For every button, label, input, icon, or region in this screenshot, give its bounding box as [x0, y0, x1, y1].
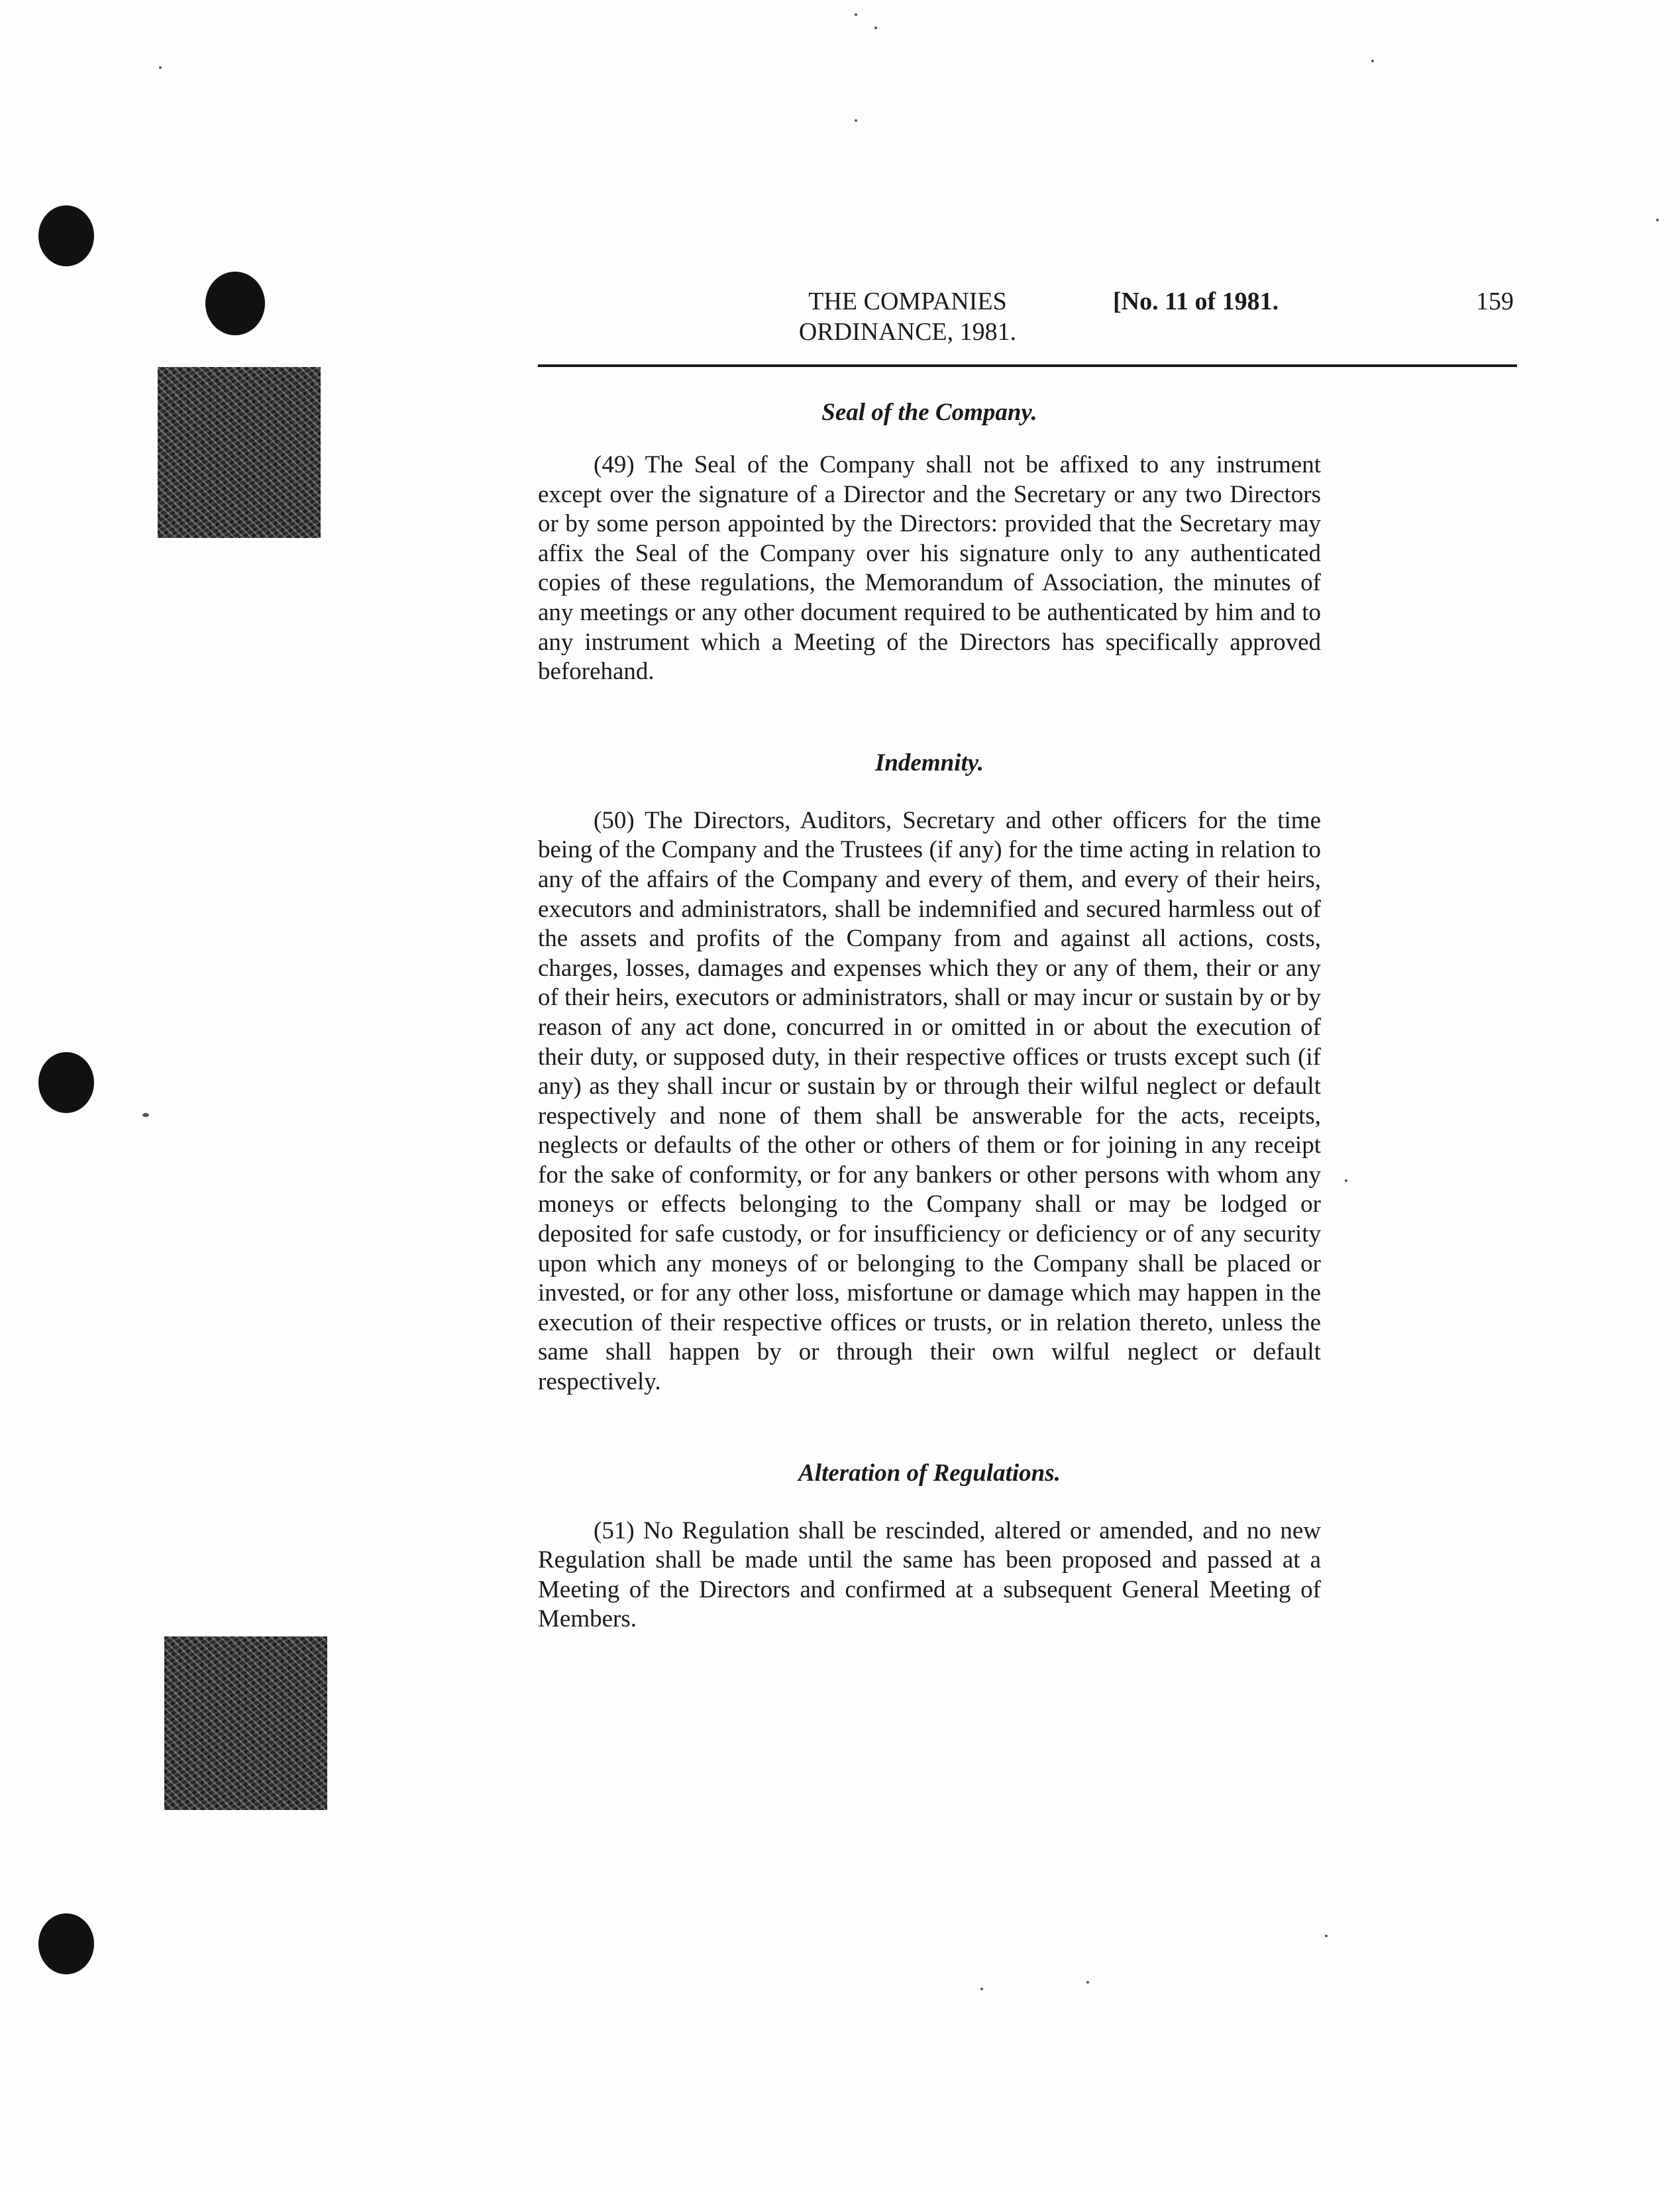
scan-speck — [142, 1113, 149, 1117]
scan-noise-block — [164, 1636, 327, 1810]
paragraph-49: (49) The Seal of the Company shall not be affixed to any instrument except over the signature of a Director and the Secretary or any two Directors or by some person appointed by the Directors: provided that the Secretary may affix the Seal of the Company over his signature only to any authenticated copies of these regulations, the Memorandum of Association, the minutes of any meetings or any other document required to be authenticated by him and to any instrument which a Meeting of the Directors has specifically approved beforehand. — [538, 451, 1321, 686]
scan-speck — [1656, 219, 1659, 221]
scan-speck — [855, 13, 857, 16]
document-body — [538, 398, 1321, 1634]
punch-hole — [38, 1913, 94, 1974]
paragraph-51: (51) No Regulation shall be rescinded, altered or amended, and no new Regulation shall be made until the same has been proposed and passed at a Meeting of the Directors and confirmed at a subsequent General Meeting of Members. — [538, 1517, 1321, 1633]
scan-speck — [874, 27, 877, 29]
scan-speck — [980, 1988, 983, 1990]
scan-speck — [1086, 1981, 1089, 1984]
ordinance-reference: [No. 11 of 1981. — [1113, 288, 1279, 315]
page-number: 159 — [1476, 288, 1514, 315]
scan-speck — [1345, 1179, 1347, 1182]
scan-noise-block — [158, 367, 321, 538]
section-heading-alteration: Alteration of Regulations. — [798, 1459, 1061, 1487]
scan-speck — [855, 119, 857, 122]
scan-speck — [1371, 60, 1374, 62]
section-heading-indemnity: Indemnity. — [874, 749, 984, 776]
scan-speck — [1325, 1935, 1328, 1937]
punch-hole — [205, 272, 265, 335]
header-title-line-2: ORDINANCE, 1981. — [798, 318, 1017, 346]
header-rule — [538, 364, 1517, 367]
running-header-title — [762, 286, 1053, 347]
punch-hole — [38, 1052, 94, 1113]
header-title-line-1: THE COMPANIES — [808, 288, 1007, 315]
paragraph-50: (50) The Directors, Auditors, Secretary and other officers for the time being of the Company and the Trustees (if any) for the time acting in relation to any of the affairs of the Company and every of them, and every of their heirs, executors and administrators, shall be indemnified and secured harmless out of the assets and profits of the Company from and against all actions, costs, charges, losses, damages and expenses which they or any of them, their or any of their heirs, executors or administrators, shall or may incur or sustain by or by reason of any act done, concurred in or omitted in or about the execution of their duty, or supposed duty, in their respective offices or trusts except such (if any) as they shall incur or sustain by or through their wilful neglect or default respectively and none of them shall be answerable for the acts, receipts, neglects or defaults of the other or others of them or for joining in any receipt for the sake of conformity, or for any bankers or other persons with whom any moneys or effects belonging to the Company shall or may be lodged or deposited for safe custody, or for insufficiency or deficiency or of any security upon which any moneys of or belonging to the Company shall be placed or invested, or for any other loss, misfortune or damage which may happen in the execution of their respective offices or trusts, or in relation thereto, unless the same shall happen by or through their own wilful neglect or default respectively. — [538, 806, 1321, 1396]
punch-hole — [38, 205, 94, 266]
section-heading-seal: Seal of the Company. — [821, 399, 1037, 426]
scan-speck — [159, 66, 162, 69]
